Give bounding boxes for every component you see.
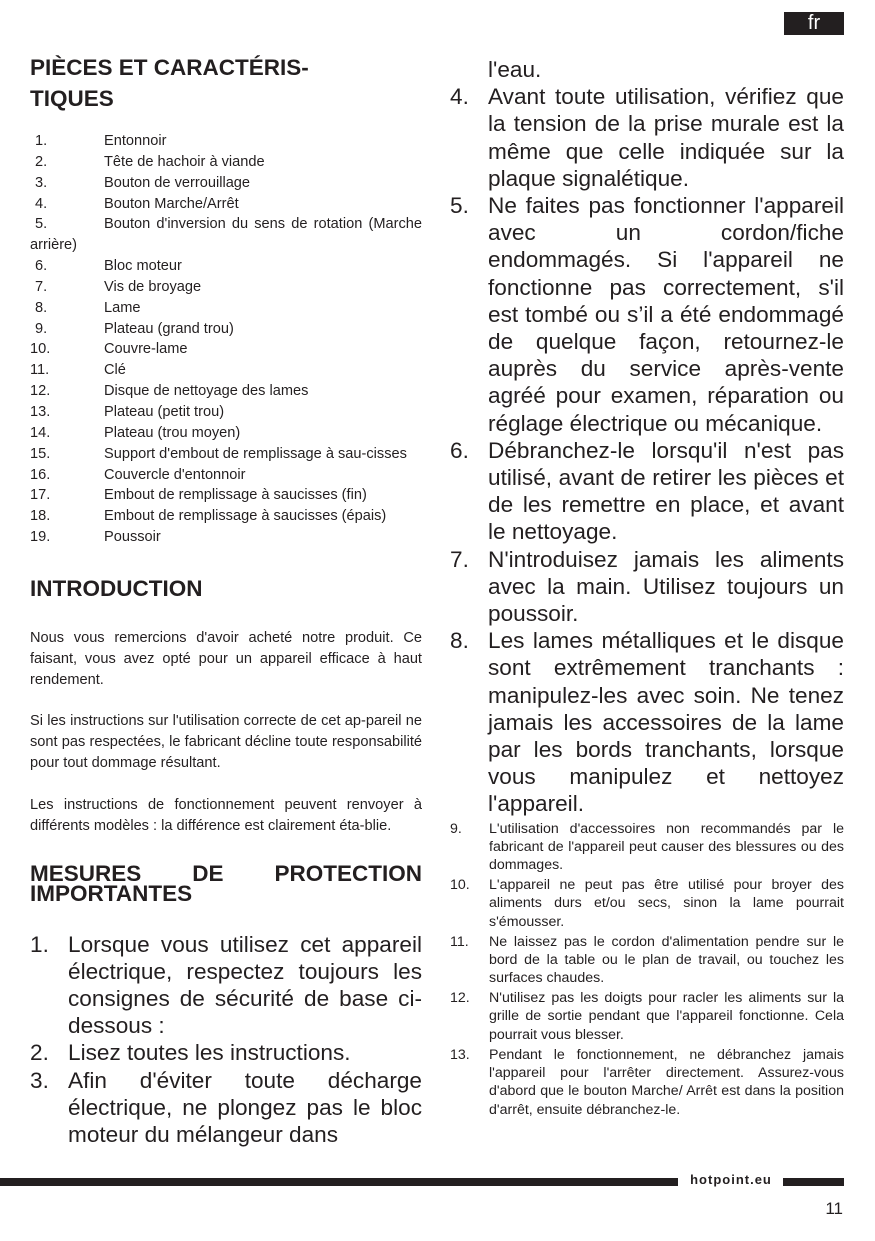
brand-logo-text: hotpoint.eu bbox=[690, 1172, 772, 1187]
list-item: 3. Afin d'éviter toute décharge électrique, ne plongez pas le bloc moteur du mélangeur dans bbox=[30, 1067, 422, 1148]
left-column bbox=[30, 52, 422, 1148]
list-item: 2. Tête de hachoir à viande bbox=[35, 153, 265, 170]
footer-rule-right bbox=[783, 1178, 844, 1186]
safety-list-right bbox=[450, 56, 844, 818]
list-item: 10. Couvre-lame bbox=[30, 341, 188, 358]
list-item: 18. Embout de remplissage à saucisses (épais) bbox=[30, 508, 387, 525]
parts-heading: PIÈCES ET CARACTÉRIS- TIQUES bbox=[30, 55, 309, 111]
intro-paragraph: Nous vous remercions d'avoir acheté notre produit. Ce faisant, vous avez opté pour un appareil efficace à haut rendement. bbox=[30, 629, 422, 688]
list-item: 14. Plateau (trou moyen) bbox=[30, 424, 241, 441]
list-item: 15. Support d'embout de remplissage à sau-cisses bbox=[30, 445, 407, 462]
list-item: 10. L'appareil ne peut pas être utilisé pour broyer des aliments durs et/ou secs, sinon la lame pourrait s'émousser. bbox=[450, 877, 844, 930]
list-item: 9. Plateau (grand trou) bbox=[35, 320, 234, 337]
list-item: 13. Pendant le fonctionnement, ne débranchez jamais l'appareil pour l'arrêter directement. Assurez-vous d'abord que le bouton Marche/ Arrêt est dans la position d'arrêt, ensuite débranchez-le. bbox=[450, 1046, 844, 1118]
intro-paragraph: Si les instructions sur l'utilisation correcte de cet ap-pareil ne sont pas respectées, le fabricant décline toute responsabilité pour tout dommage résultant. bbox=[30, 713, 422, 772]
list-item: 12. N'utilisez pas les doigts pour racler les aliments sur la grille de sortie pendant que l'appareil fonctionne. Cela pourrait vous blesser. bbox=[450, 990, 844, 1043]
list-item: 12. Disque de nettoyage des lames bbox=[30, 383, 309, 400]
list-item: l'eau. bbox=[488, 57, 542, 82]
page-number: 11 bbox=[825, 1199, 843, 1218]
list-item: 6. Débranchez-le lorsqu'il n'est pas utilisé, avant de retirer les pièces et de les remettre en place, et avant le nettoyage. bbox=[450, 437, 844, 545]
safety-list-small bbox=[450, 820, 844, 1119]
list-item: 4. Avant toute utilisation, vérifiez que la tension de la prise murale est la même que celle indiquée sur la plaque signalétique. bbox=[450, 84, 844, 191]
language-tab: fr bbox=[784, 12, 844, 35]
list-item: 11. Ne laissez pas le cordon d'alimentation pendre sur le bord de la table ou le plan de travail, ou touchez les surfaces chaudes. bbox=[450, 933, 844, 987]
safety-heading: MESURES DE PROTECTION IMPORTANTES bbox=[30, 860, 422, 906]
list-item: 7. Vis de broyage bbox=[35, 278, 202, 295]
intro-paragraph: Les instructions de fonctionnement peuvent renvoyer à différents modèles : la différence est clairement éta-blie. bbox=[30, 796, 422, 834]
list-item: 2. Lisez toutes les instructions. bbox=[30, 1040, 351, 1066]
list-item: 7. N'introduisez jamais les aliments avec la main. Utilisez toujours un poussoir. bbox=[450, 546, 844, 627]
list-item: 8. Les lames métalliques et le disque sont extrêmement tranchants : manipulez-les avec soin. Ne tenez jamais les accessoires de la lame par les bords tranchants, lorsque vous manipulez et nettoyez l'appareil. bbox=[450, 628, 844, 817]
introduction-heading: INTRODUCTION bbox=[30, 575, 203, 601]
list-item: 3. Bouton de verrouillage bbox=[35, 174, 251, 191]
list-item: 11. Clé bbox=[30, 362, 126, 379]
list-item: 1. Entonnoir bbox=[35, 133, 167, 149]
list-item: 19. Poussoir bbox=[30, 529, 161, 546]
list-item: 16. Couvercle d'entonnoir bbox=[30, 466, 246, 483]
list-item: 13. Plateau (petit trou) bbox=[30, 403, 225, 420]
list-item: 9. L'utilisation d'accessoires non recommandés par le fabricant de l'appareil peut causer des blessures ou des dommages. bbox=[450, 820, 844, 874]
list-item: 4. Bouton Marche/Arrêt bbox=[35, 195, 239, 212]
list-item: 8. Lame bbox=[35, 299, 141, 316]
list-item: 6. Bloc moteur bbox=[35, 258, 182, 275]
list-item: 1. Lorsque vous utilisez cet appareil électrique, respectez toujours les consignes de sécurité de base ci-dessous : bbox=[30, 931, 422, 1039]
footer-rule-left bbox=[0, 1178, 678, 1186]
safety-list-left bbox=[30, 931, 422, 1149]
list-item: 5. Bouton d'inversion du sens de rotation (Marche arrière) bbox=[30, 216, 422, 254]
list-item: 17. Embout de remplissage à saucisses (fin) bbox=[30, 487, 367, 504]
list-item: 5. Ne faites pas fonctionner l'appareil avec un cordon/fiche endommagés. Si l'appareil ne fonctionne pas correctement, s'il est tombé ou s’il a été endommagé de quelque façon, retournez-le auprès du service après-vente agréé pour examen, réparation ou réglage électrique ou mécanique. bbox=[450, 193, 844, 436]
right-column bbox=[450, 56, 844, 1120]
parts-list bbox=[30, 131, 422, 548]
